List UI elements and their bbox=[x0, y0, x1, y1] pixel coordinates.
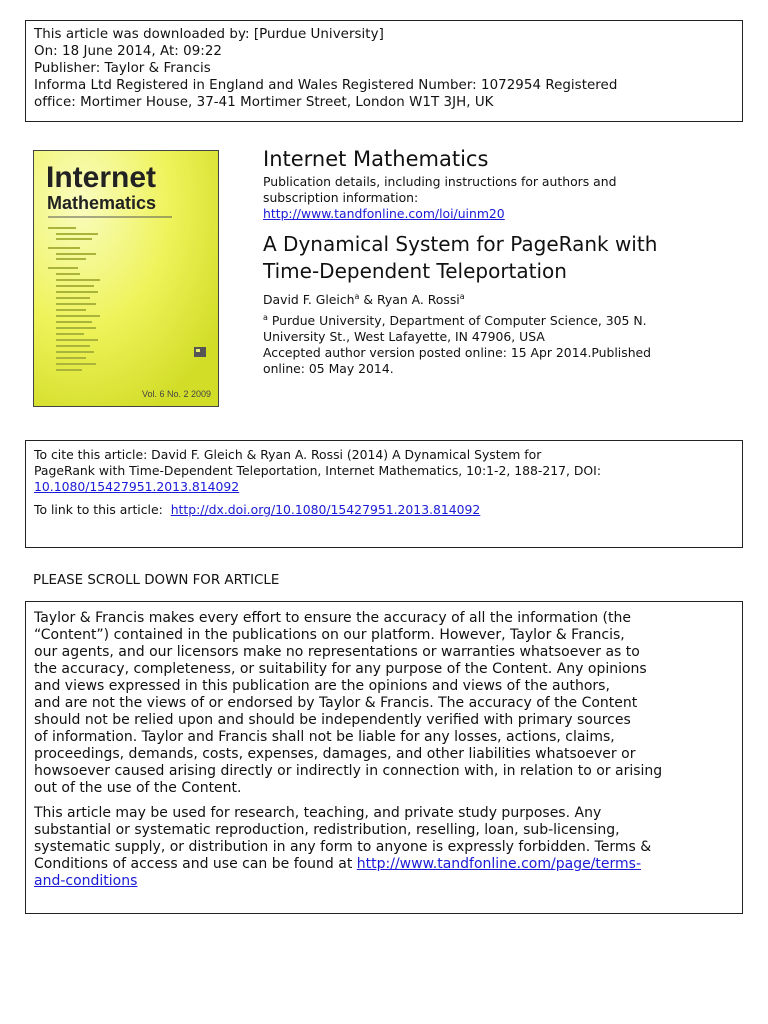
terms-line: Conditions of access and use can be found at bbox=[34, 856, 357, 872]
author-name: Ryan A. Rossi bbox=[376, 292, 460, 307]
download-info-box bbox=[25, 20, 743, 122]
article-title-line: A Dynamical System for PageRank with bbox=[263, 232, 658, 256]
affiliation-marker: a bbox=[263, 312, 268, 322]
link-label: To link to this article: bbox=[34, 502, 163, 517]
disclaimer-line: the accuracy, completeness, or suitability for any purpose of the Content. Any opinions bbox=[34, 661, 647, 677]
cover-issue-label: Vol. 6 No. 2 2009 bbox=[142, 389, 212, 399]
disclaimer-line: Taylor & Francis makes every effort to ensure the accuracy of all the information (the bbox=[34, 610, 631, 626]
publisher-logo-mark-inner bbox=[196, 349, 200, 352]
affiliation-marker: a bbox=[354, 291, 360, 301]
journal-url-link[interactable]: http://www.tandfonline.com/loi/uinm20 bbox=[263, 206, 505, 221]
download-info-line: On: 18 June 2014, At: 09:22 bbox=[34, 44, 222, 59]
disclaimer-line: proceedings, demands, costs, expenses, damages, and other liabilities whatsoever or bbox=[34, 746, 636, 762]
affiliation-marker: a bbox=[459, 291, 465, 301]
accepted-info-line: online: 05 May 2014. bbox=[263, 361, 394, 376]
scroll-notice: PLEASE SCROLL DOWN FOR ARTICLE bbox=[33, 573, 280, 588]
terms-url-link-continued[interactable]: and-conditions bbox=[34, 873, 138, 889]
article-title bbox=[263, 231, 733, 285]
download-info-line: This article was downloaded by: [Purdue University] bbox=[34, 27, 384, 42]
journal-cover-art bbox=[34, 151, 218, 406]
citation-box bbox=[25, 440, 743, 548]
disclaimer-line: “Content”) contained in the publications on our platform. However, Taylor & Francis, bbox=[34, 627, 625, 643]
affiliation-line: Purdue University, Department of Computer Science, 305 N. bbox=[271, 313, 647, 328]
article-title-line: Time-Dependent Teleportation bbox=[263, 259, 567, 283]
disclaimer-line: and are not the views of or endorsed by Taylor & Francis. The accuracy of the Content bbox=[34, 695, 638, 711]
citation-line: To cite this article: David F. Gleich & Ryan A. Rossi (2014) A Dynamical System for bbox=[34, 447, 542, 462]
download-info-line: Publisher: Taylor & Francis bbox=[34, 61, 211, 76]
cover-title-line2: Mathematics bbox=[47, 193, 157, 213]
disclaimer-paragraph bbox=[34, 610, 734, 797]
disclaimer-line: of information. Taylor and Francis shall not be liable for any losses, actions, claims, bbox=[34, 729, 615, 745]
journal-title: Internet Mathematics bbox=[263, 147, 489, 171]
publication-details-line: Publication details, including instructions for authors and bbox=[263, 174, 617, 189]
terms-line: This article may be used for research, teaching, and private study purposes. Any bbox=[34, 805, 602, 821]
disclaimer-line: and views expressed in this publication are the opinions and views of the authors, bbox=[34, 678, 610, 694]
disclaimer-box bbox=[25, 601, 743, 914]
article-authors bbox=[263, 292, 733, 308]
citation-line: PageRank with Time-Dependent Teleportation, Internet Mathematics, 10:1-2, 188-217, DOI: bbox=[34, 463, 602, 478]
affiliation bbox=[263, 313, 733, 377]
download-info-line: office: Mortimer House, 37-41 Mortimer Street, London W1T 3JH, UK bbox=[34, 95, 494, 110]
author-name: David F. Gleich bbox=[263, 292, 355, 307]
journal-cover-image bbox=[33, 150, 219, 407]
terms-paragraph bbox=[34, 805, 734, 890]
author-joiner: & bbox=[359, 292, 377, 307]
publication-details-line: subscription information: bbox=[263, 190, 419, 205]
journal-info bbox=[263, 144, 733, 377]
disclaimer-line: out of the use of the Content. bbox=[34, 780, 242, 796]
terms-url-link[interactable]: http://www.tandfonline.com/page/terms- bbox=[356, 856, 642, 872]
accepted-info-line: Accepted author version posted online: 15 Apr 2014.Published bbox=[263, 345, 652, 360]
disclaimer-line: should not be relied upon and should be independently verified with primary sources bbox=[34, 712, 631, 728]
disclaimer-line: howsoever caused arising directly or indirectly in connection with, in relation to or arising bbox=[34, 763, 663, 779]
download-info-line: Informa Ltd Registered in England and Wales Registered Number: 1072954 Registered bbox=[34, 78, 618, 93]
doi-link[interactable]: 10.1080/15427951.2013.814092 bbox=[34, 479, 240, 494]
article-url-link[interactable]: http://dx.doi.org/10.1080/15427951.2013.814092 bbox=[170, 502, 481, 517]
terms-line: substantial or systematic reproduction, redistribution, reselling, loan, sub-licensing, bbox=[34, 822, 620, 838]
cover-title-line1: Internet bbox=[46, 161, 157, 194]
terms-line: systematic supply, or distribution in any form to anyone is expressly forbidden. Terms & bbox=[34, 839, 652, 855]
disclaimer-line: our agents, and our licensors make no representations or warranties whatsoever as to bbox=[34, 644, 640, 660]
affiliation-line: University St., West Lafayette, IN 47906, USA bbox=[263, 329, 545, 344]
